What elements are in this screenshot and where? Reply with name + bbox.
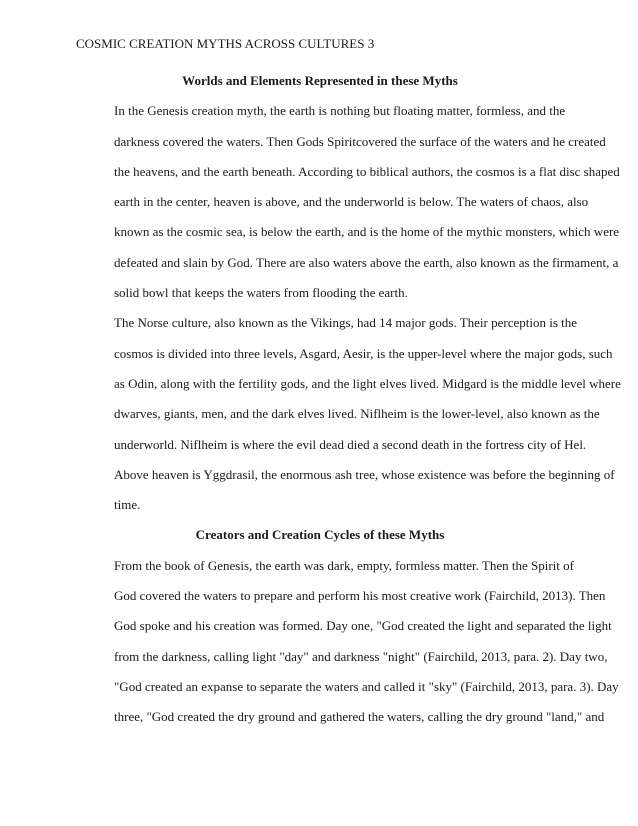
text-line: underworld. Niflheim is where the evil dead died a second death in the fortress city of Hel. [114, 436, 587, 452]
text-line: In the Genesis creation myth, the earth is nothing but floating matter, formless, and the [114, 103, 566, 119]
section-heading-worlds: Worlds and Elements Represented in these Myths [182, 73, 458, 88]
text-line: God spoke and his creation was formed. Day one, "God created the light and separated the light [114, 618, 612, 634]
text-line: from the darkness, calling light "day" and darkness "night" (Fairchild, 2013, para. 2). Day two, [114, 648, 608, 664]
text-line: From the book of Genesis, the earth was dark, empty, formless matter. Then the Spirit of [114, 557, 574, 573]
text-line: time. [114, 497, 141, 513]
body-text [76, 66, 621, 733]
text-line: The Norse culture, also known as the Vikings, had 14 major gods. Their perception is the [114, 315, 578, 331]
paragraph-norse-worlds [76, 308, 621, 520]
text-line: as Odin, along with the fertility gods, and the light elves lived. Midgard is the middle level where [114, 375, 621, 391]
text-line: solid bowl that keeps the waters from flooding the earth. [114, 285, 408, 301]
text-line: known as the cosmic sea, is below the earth, and is the home of the mythic monsters, which were [114, 224, 620, 240]
text-line: God covered the waters to prepare and perform his most creative work (Fairchild, 2013). Then [114, 588, 606, 604]
text-line: three, "God created the dry ground and gathered the waters, calling the dry ground "land," and [114, 709, 605, 725]
text-line: darkness covered the waters. Then Gods Spiritcovered the surface of the waters and he created [114, 133, 606, 149]
paragraph-genesis-worlds [76, 96, 620, 308]
text-line: "God created an expanse to separate the waters and called it "sky" (Fairchild, 2013, para. 3). Day [114, 678, 619, 694]
section-heading-creators: Creators and Creation Cycles of these Myths [195, 527, 445, 543]
text-line: dwarves, giants, men, and the dark elves lived. Niflheim is the lower-level, also known as the [114, 406, 600, 422]
text-line: earth in the center, heaven is above, and the underworld is below. The waters of chaos, also [114, 194, 589, 210]
paragraph-genesis-creation [76, 551, 619, 733]
text-line: defeated and slain by God. There are also waters above the earth, also known as the firmament, a [114, 254, 619, 270]
text-line: the heavens, and the earth beneath. According to biblical authors, the cosmos is a flat disc shaped [114, 163, 620, 179]
running-head: COSMIC CREATION MYTHS ACROSS CULTURES 3 [76, 36, 375, 51]
text-line: Above heaven is Yggdrasil, the enormous ash tree, whose existence was before the beginning of [114, 466, 615, 482]
text-line: cosmos is divided into three levels, Asgard, Aesir, is the upper-level where the major gods, such [114, 345, 613, 361]
